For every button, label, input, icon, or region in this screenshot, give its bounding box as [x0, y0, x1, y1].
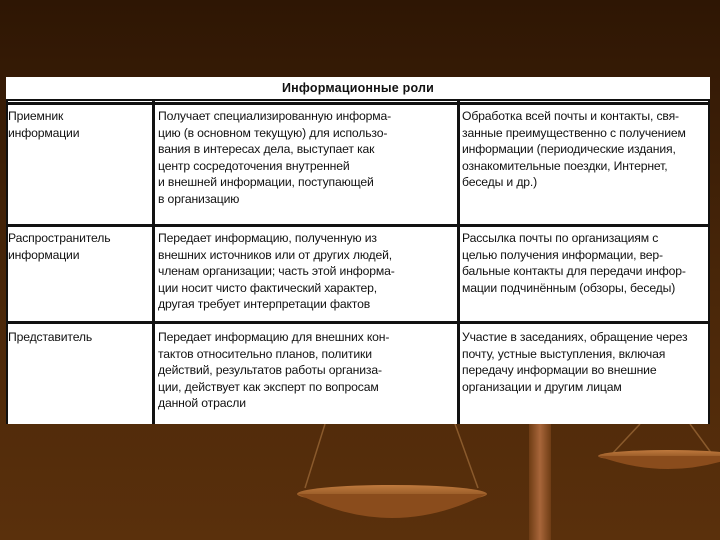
table-cell-role: Приемник информации — [8, 109, 80, 140]
table-cell-description: Передает информацию, полученную из внешних источников или от других людей, членам организации; часть этой информа- ции носит чисто фактический характер, другая требует интерпретации фактов — [158, 231, 395, 312]
table-cell-activities: Рассылка почты по организациям с целью получения информации, вер- бальные контакты для передачи инфор- мации подчинённым (обзоры, беседы) — [462, 231, 686, 295]
scale-string — [305, 424, 325, 488]
table-rule-row-3 — [6, 321, 710, 324]
scale-string — [612, 424, 640, 454]
scale-string — [455, 424, 478, 488]
table-rule-row-1 — [6, 102, 710, 105]
table-cell-activities: Обработка всей почты и контакты, свя- занные преимущественно с получением информации (периодические издания, ознакомительные поездки, Интернет, беседы и др.) — [462, 109, 686, 190]
scale-string — [690, 424, 712, 454]
table-rule-col-2 — [457, 99, 460, 424]
table-rule-row-2 — [6, 224, 710, 227]
balance-scale-decoration — [0, 424, 720, 540]
scale-pan-left-bowl — [298, 494, 486, 518]
table-cell-role: Представитель — [8, 330, 93, 344]
table-cell-role: Распространитель информации — [8, 231, 111, 262]
table-cell-description: Получает специализированную информа- цию (в основном текущую) для использо- вания в интересах дела, выступает как центр сосредоточения внутренней и внешней информации, поступающей в организацию — [158, 109, 391, 206]
table-rule-right — [708, 99, 710, 424]
scanned-table — [6, 77, 710, 424]
table-rule-top — [6, 99, 710, 101]
table-cell-activities: Участие в заседаниях, обращение через почту, устные выступления, включая передачу информации во внешние организации и другим лицам — [462, 330, 688, 394]
table-cell-description: Передает информацию для внешних кон- тактов относительно планов, политики действий, результатов работы организа- ции, действует как эксперт по вопросам данной отрасли — [158, 330, 390, 411]
scale-pan-right-bowl — [598, 456, 720, 469]
table-title: Информационные роли — [281, 81, 435, 95]
table-rule-col-1 — [152, 99, 155, 424]
scale-post — [529, 424, 551, 540]
